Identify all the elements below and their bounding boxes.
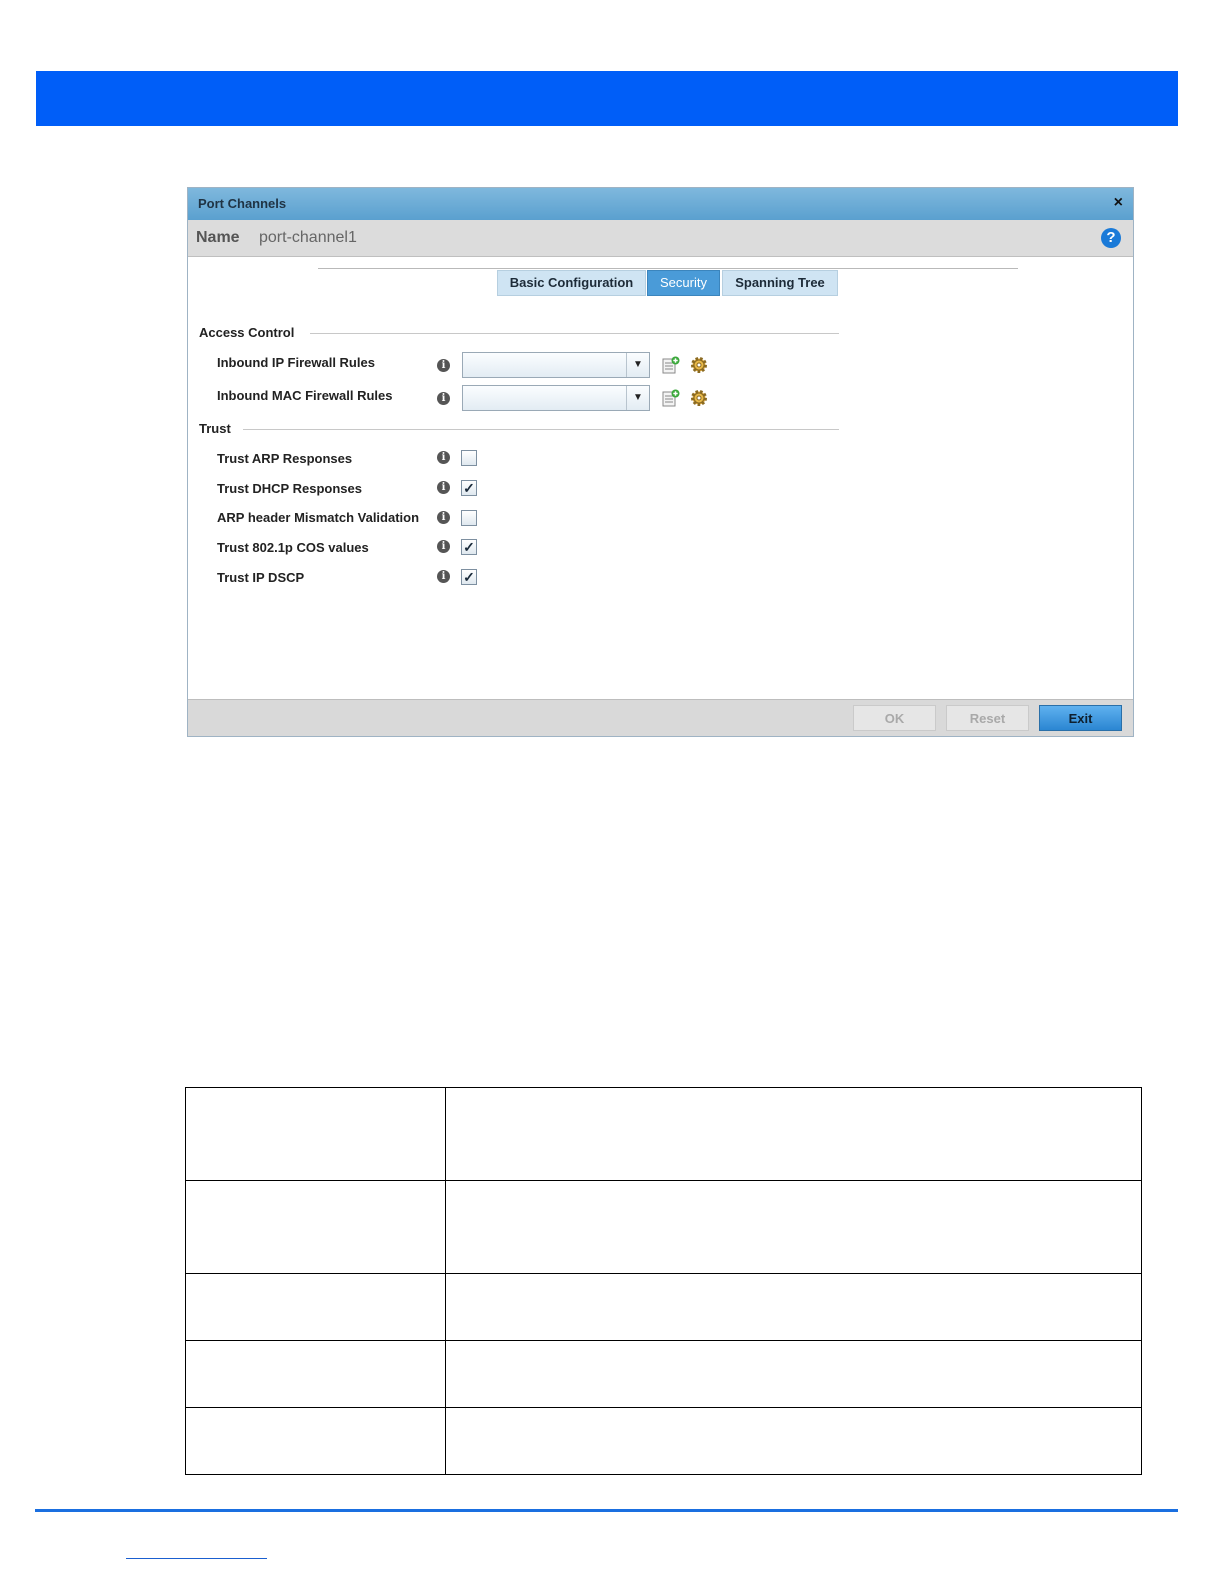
tab-basic-configuration[interactable]: Basic Configuration: [497, 270, 646, 296]
dialog-title: Port Channels: [198, 196, 287, 211]
help-icon[interactable]: ?: [1101, 228, 1121, 248]
arp-header-mismatch-validation-checkbox[interactable]: [461, 510, 477, 526]
footer-link-underline: [126, 1558, 267, 1559]
arp-header-mismatch-validation-label: ARP header Mismatch Validation: [217, 510, 420, 525]
info-icon[interactable]: i: [437, 481, 450, 494]
add-policy-icon[interactable]: [662, 389, 680, 407]
dialog-footer: [188, 699, 1133, 736]
tab-divider: [318, 268, 1018, 269]
footer-rule: [35, 1509, 1178, 1512]
info-icon[interactable]: i: [437, 359, 450, 372]
reset-button[interactable]: Reset: [946, 705, 1029, 731]
table-row: [186, 1408, 1142, 1475]
table-row: [186, 1181, 1142, 1274]
info-icon[interactable]: i: [437, 392, 450, 405]
tab-security[interactable]: Security: [647, 270, 720, 296]
access-control-heading: Access Control: [199, 325, 295, 340]
chevron-down-icon[interactable]: ▼: [626, 353, 649, 377]
inbound-ip-firewall-rules-select[interactable]: [462, 352, 650, 378]
chevron-down-icon[interactable]: ▼: [626, 386, 649, 410]
field-description-table: [185, 1087, 1142, 1475]
dialog-titlebar: [188, 188, 1133, 221]
inbound-ip-firewall-rules-label: Inbound IP Firewall Rules: [217, 355, 375, 370]
info-icon[interactable]: i: [437, 570, 450, 583]
name-value: port-channel1: [259, 229, 357, 246]
page-header-banner: [36, 71, 1178, 126]
table-row: [186, 1088, 1142, 1181]
inbound-mac-firewall-rules-label: Inbound MAC Firewall Rules: [217, 388, 393, 403]
trust-8021p-cos-values-label: Trust 802.1p COS values: [217, 540, 369, 555]
info-icon[interactable]: i: [437, 451, 450, 464]
info-icon[interactable]: i: [437, 511, 450, 524]
port-channels-dialog: [187, 187, 1134, 737]
trust-dhcp-responses-label: Trust DHCP Responses: [217, 481, 362, 496]
exit-button[interactable]: Exit: [1039, 705, 1122, 731]
gear-icon[interactable]: [689, 388, 709, 408]
tab-spanning-tree[interactable]: Spanning Tree: [722, 270, 838, 296]
ok-button[interactable]: OK: [853, 705, 936, 731]
trust-8021p-cos-values-checkbox[interactable]: ✓: [461, 539, 477, 555]
info-icon[interactable]: i: [437, 540, 450, 553]
table-row: [186, 1341, 1142, 1408]
table-row: [186, 1274, 1142, 1341]
trust-heading: Trust: [199, 421, 231, 436]
trust-dhcp-responses-checkbox[interactable]: ✓: [461, 480, 477, 496]
name-bar: [188, 220, 1133, 257]
close-icon[interactable]: ×: [1113, 194, 1123, 211]
trust-ip-dscp-checkbox[interactable]: ✓: [461, 569, 477, 585]
trust-divider: [243, 429, 839, 430]
add-policy-icon[interactable]: [662, 356, 680, 374]
access-control-divider: [310, 333, 839, 334]
gear-icon[interactable]: [689, 355, 709, 375]
name-label: Name: [196, 229, 240, 246]
inbound-mac-firewall-rules-select[interactable]: [462, 385, 650, 411]
trust-ip-dscp-label: Trust IP DSCP: [217, 570, 305, 585]
trust-arp-responses-checkbox[interactable]: [461, 450, 477, 466]
trust-arp-responses-label: Trust ARP Responses: [217, 451, 353, 466]
